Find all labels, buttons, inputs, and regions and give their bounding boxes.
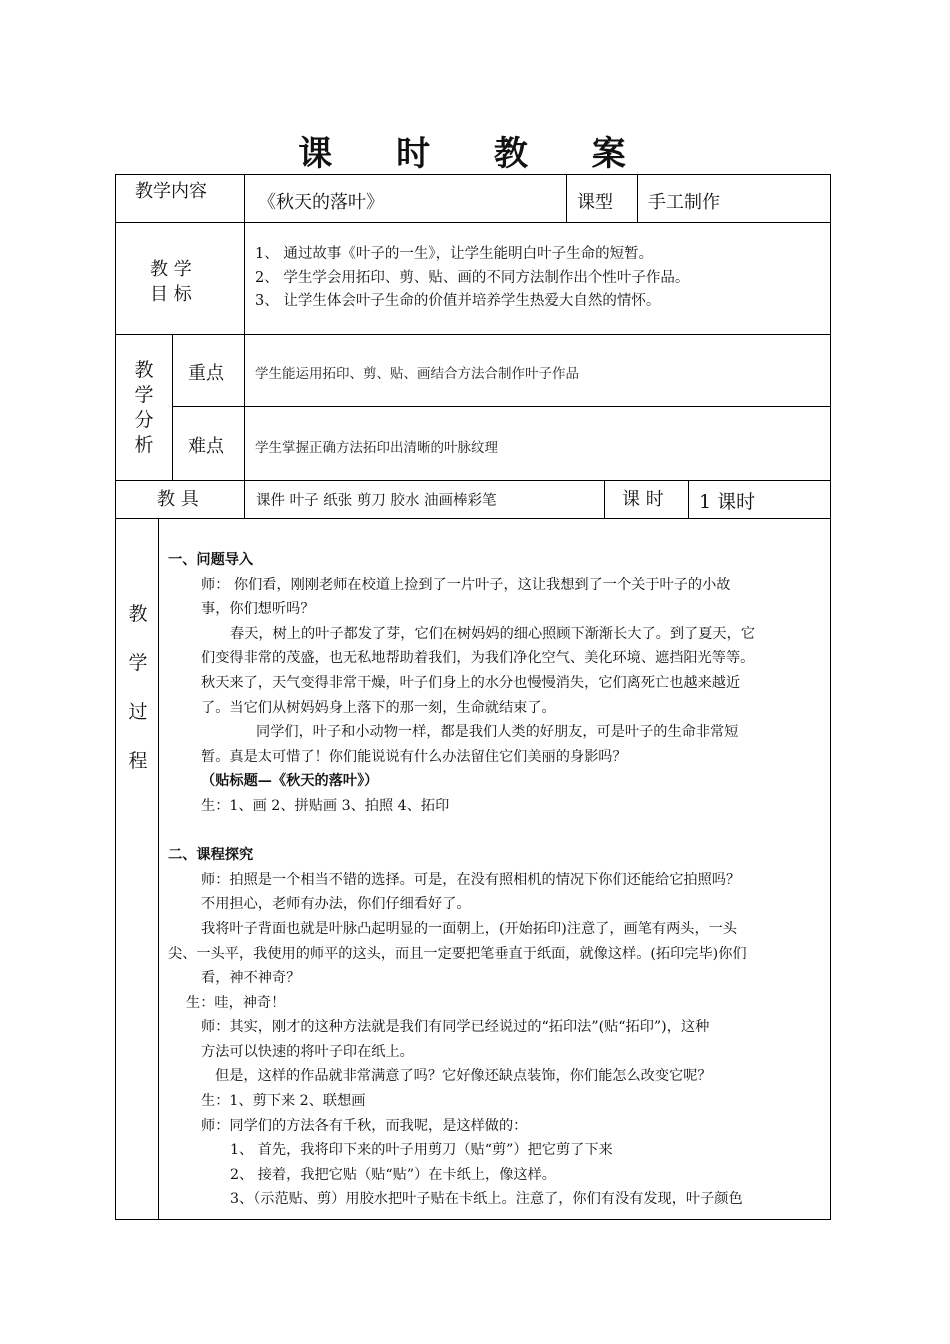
lesson-type-label: 课型 [577,192,613,213]
hours-label: 课 时 [622,489,664,510]
content-label: 教学内容 [135,181,207,202]
paragraph-line: 生：1、画 2、拼贴画 3、拍照 4、拓印 [201,797,450,814]
paragraph-line: 不用担心，老师有办法，你们仔细看好了。 [201,896,471,913]
column-divider [637,174,638,222]
page-title: 课 时 教 案 [298,134,652,174]
column-divider [244,174,245,518]
paragraph-line: 师：同学们的方法各有千秋，而我呢，是这样做的： [201,1117,528,1134]
section-heading: 二、课程探究 [168,847,254,864]
paragraph-line: 看，神不神奇？ [201,970,301,987]
key-point-label: 重点 [188,363,224,384]
key-point-value: 学生能运用拓印、剪、贴、画结合方法合制作叶子作品 [255,366,579,382]
paragraph-line: 尖、一头平，我使用的师平的这头，而且一定要把笔垂直于纸面，就像这样。(拓印完毕)你们 [168,945,747,962]
paragraph-line: 我将叶子背面也就是叶脉凸起明显的一面朝上，(开始拓印)注意了，画笔有两头，一头 [201,920,738,937]
tools-value: 课件 叶子 纸张 剪刀 胶水 油画棒彩笔 [256,493,497,509]
column-divider [158,518,159,1220]
paragraph-line: 同学们，叶子和小动物一样，都是我们人类的好朋友，可是叶子的生命非常短 [256,724,739,741]
goal-item: 1、 通过故事《叶子的一生》，让学生能明白叶子生命的短暂。 [255,246,654,262]
analysis-label: 教 学 分 析 [134,359,154,456]
paragraph-line: 事，你们想听吗？ [201,601,315,618]
paragraph-line: 师：其实，刚才的这种方法就是我们有同学已经说过的“拓印法”(贴“拓印”)，这种 [201,1019,710,1036]
goals-label-line1: 教 学 [150,259,192,280]
tools-label: 教 具 [157,489,199,510]
content-value: 《秋天的落叶》 [258,192,384,213]
hours-value: 1 课时 [699,491,756,513]
paragraph-line: 3、（示范贴、剪）用胶水把叶子贴在卡纸上。注意了，你们有没有发现，叶子颜色 [230,1191,743,1208]
paragraph-line: 方法可以快速的将叶子印在纸上。 [201,1043,414,1060]
process-body [168,548,823,1212]
column-divider [688,480,689,518]
row-divider [115,518,831,519]
paragraph-line: 秋天来了，天气变得非常干燥，叶子们身上的水分也慢慢消失，它们离死亡也越来越近 [201,674,741,691]
paragraph-line: 但是，这样的作品就非常满意了吗？它好像还缺点装饰，你们能怎么改变它呢？ [215,1068,712,1085]
paragraph-line: 暂。真是太可惜了！你们能说说有什么办法留住它们美丽的身影吗？ [201,748,627,765]
paragraph-line: 们变得非常的茂盛，也无私地帮助着我们，为我们净化空气、美化环境、遮挡阳光等等。 [201,650,755,667]
row-divider [115,334,831,335]
paragraph-line: （贴标题—《秋天的落叶》） [201,773,379,790]
paragraph-line: 师：拍照是一个相当不错的选择。可是，在没有照相机的情况下你们还能给它拍照吗？ [201,871,741,888]
goals-list [255,243,689,314]
row-divider [172,406,831,407]
paragraph-line: 师： 你们看，刚刚老师在校道上捡到了一片叶子，这让我想到了一个关于叶子的小故 [201,576,731,593]
row-divider [115,480,831,481]
column-divider [566,174,567,222]
paragraph-line: 2、 接着，我把它贴（贴“贴”）在卡纸上，像这样。 [230,1166,556,1183]
goal-item: 2、 学生学会用拓印、剪、贴、画的不同方法制作出个性叶子作品。 [255,269,690,286]
difficulty-label: 难点 [188,436,224,457]
paragraph-line: 生：哇，神奇！ [186,994,286,1011]
goals-label-line2: 目 标 [150,284,192,305]
goal-item: 3、 让学生体会叶子生命的价值并培养学生热爱大自然的情怀。 [255,293,661,309]
paragraph-line: 生：1、剪下来 2、联想画 [201,1093,366,1110]
paragraph-line: 1、 首先，我将印下来的叶子用剪刀（贴“剪”）把它剪了下来 [230,1142,613,1159]
difficulty-value: 学生掌握正确方法拓印出清晰的叶脉纹理 [255,440,498,456]
column-divider [604,480,605,518]
column-divider [172,334,173,480]
paragraph-line: 了。当它们从树妈妈身上落下的那一刻，生命就结束了。 [201,699,556,716]
lesson-type-value: 手工制作 [648,192,720,213]
row-divider [115,222,831,223]
process-label: 教 学 过 程 [128,603,148,772]
paragraph-line: 春天，树上的叶子都发了芽，它们在树妈妈的细心照顾下渐渐长大了。到了夏天，它 [230,625,755,642]
section-heading: 一、问题导入 [168,552,254,568]
